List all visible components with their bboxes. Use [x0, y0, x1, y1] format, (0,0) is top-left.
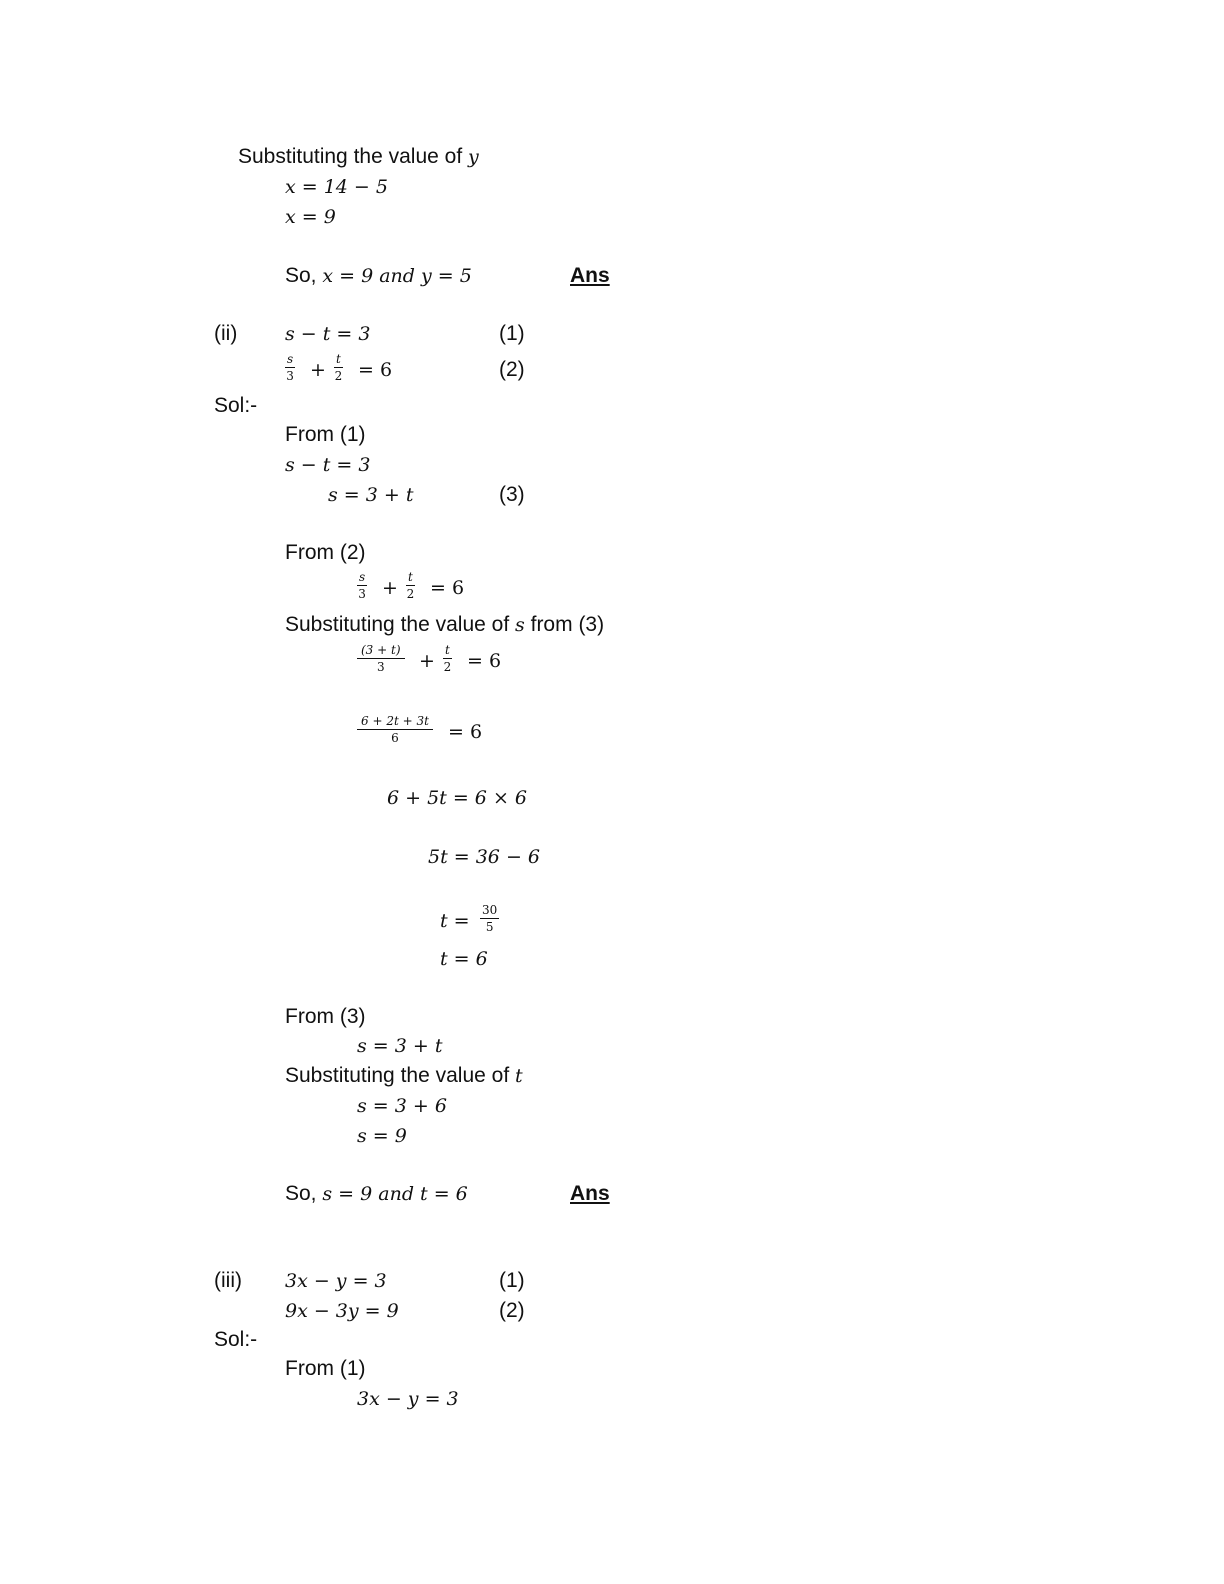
variable-t: t [515, 1065, 523, 1087]
result-xy: x = 9 and y = 5 [322, 265, 472, 287]
equation-s-minus-t-repeat: s − t = 3 [285, 454, 371, 476]
equation-3x-minus-y-repeat: 3x − y = 3 [357, 1388, 459, 1410]
substitution-line-y [238, 145, 479, 169]
plus-sign: + [419, 650, 435, 672]
fraction-t-over-2: $\frac{t}{2}$ [334, 352, 343, 383]
equals-6: = 6 [358, 359, 393, 381]
from-2-label: From (2) [285, 541, 366, 564]
equation-s-3-plus-t: s = 3 + t [328, 484, 414, 506]
equation-s-3-plus-6: s = 3 + 6 [357, 1095, 447, 1117]
equation-t-6: t = 6 [440, 948, 488, 970]
equation-s-minus-t: s − t = 3 [285, 323, 371, 345]
part-label-iii: (iii) [214, 1269, 242, 1292]
equation-number-3: (3) [499, 483, 525, 506]
result-st: s = 9 and t = 6 [322, 1183, 468, 1205]
fraction-t-over-2-from2: $\frac{t}{2}$ [406, 570, 415, 601]
equation-number-1: (1) [499, 322, 525, 345]
variable-s: s [515, 614, 525, 636]
equation-s-9: s = 9 [357, 1125, 407, 1147]
equals-6: = 6 [467, 650, 502, 672]
equation-number-2: (2) [499, 358, 525, 381]
ans-label: Ans [570, 264, 610, 287]
equation-3x-minus-y: 3x − y = 3 [285, 1270, 387, 1292]
result-line-ii [285, 1182, 468, 1206]
from-1-label: From (1) [285, 423, 366, 446]
plus-sign: + [310, 359, 326, 381]
plus-sign: + [382, 577, 398, 599]
from-3-label: From (3) [285, 1005, 366, 1028]
t-equals: t = [440, 910, 470, 932]
equation-number-2: (2) [499, 1299, 525, 1322]
part-label-ii: (ii) [214, 322, 238, 345]
equation-5t: 5t = 36 − 6 [428, 846, 540, 868]
equation-9x-minus-3y: 9x − 3y = 9 [285, 1300, 399, 1322]
equals-6: = 6 [430, 577, 465, 599]
variable-y: y [468, 146, 479, 168]
fraction-6-plus-2t-plus-3t-over-6: $\frac{6 + 2t + 3t}{6}$ [357, 714, 433, 745]
equation-number-1: (1) [499, 1269, 525, 1292]
result-line-i [285, 264, 472, 288]
fraction-3-plus-t-over-3: $\frac{(3 + t)}{3}$ [357, 643, 405, 674]
solution-label: Sol:- [214, 394, 258, 417]
substitution-text: Substituting the value of [238, 145, 463, 168]
substitution-line-t: Substituting the value of t [285, 1064, 523, 1087]
solution-label: Sol:- [214, 1328, 258, 1351]
equation-6-plus-5t: 6 + 5t = 6 × 6 [387, 787, 527, 809]
substitution-line-s: Substituting the value of s from (3) [285, 613, 605, 636]
so-label: So, [285, 264, 317, 287]
equation-x-9: x = 9 [285, 206, 336, 228]
equation-x-14-minus-5: x = 14 − 5 [285, 176, 388, 198]
from-1-label: From (1) [285, 1357, 366, 1380]
fraction-30-over-5: $\frac{30}{5}$ [482, 903, 498, 934]
equals-6: = 6 [448, 721, 483, 743]
fraction-s-over-3: $\frac{s}{3}$ [286, 352, 294, 383]
fraction-t-over-2-step1: $\frac{t}{2}$ [443, 643, 452, 674]
so-label: So, [285, 1182, 317, 1205]
fraction-s-over-3-from2: $\frac{s}{3}$ [358, 570, 366, 601]
equation-s-3-plus-t-repeat: s = 3 + t [357, 1035, 443, 1057]
ans-label: Ans [570, 1182, 610, 1205]
